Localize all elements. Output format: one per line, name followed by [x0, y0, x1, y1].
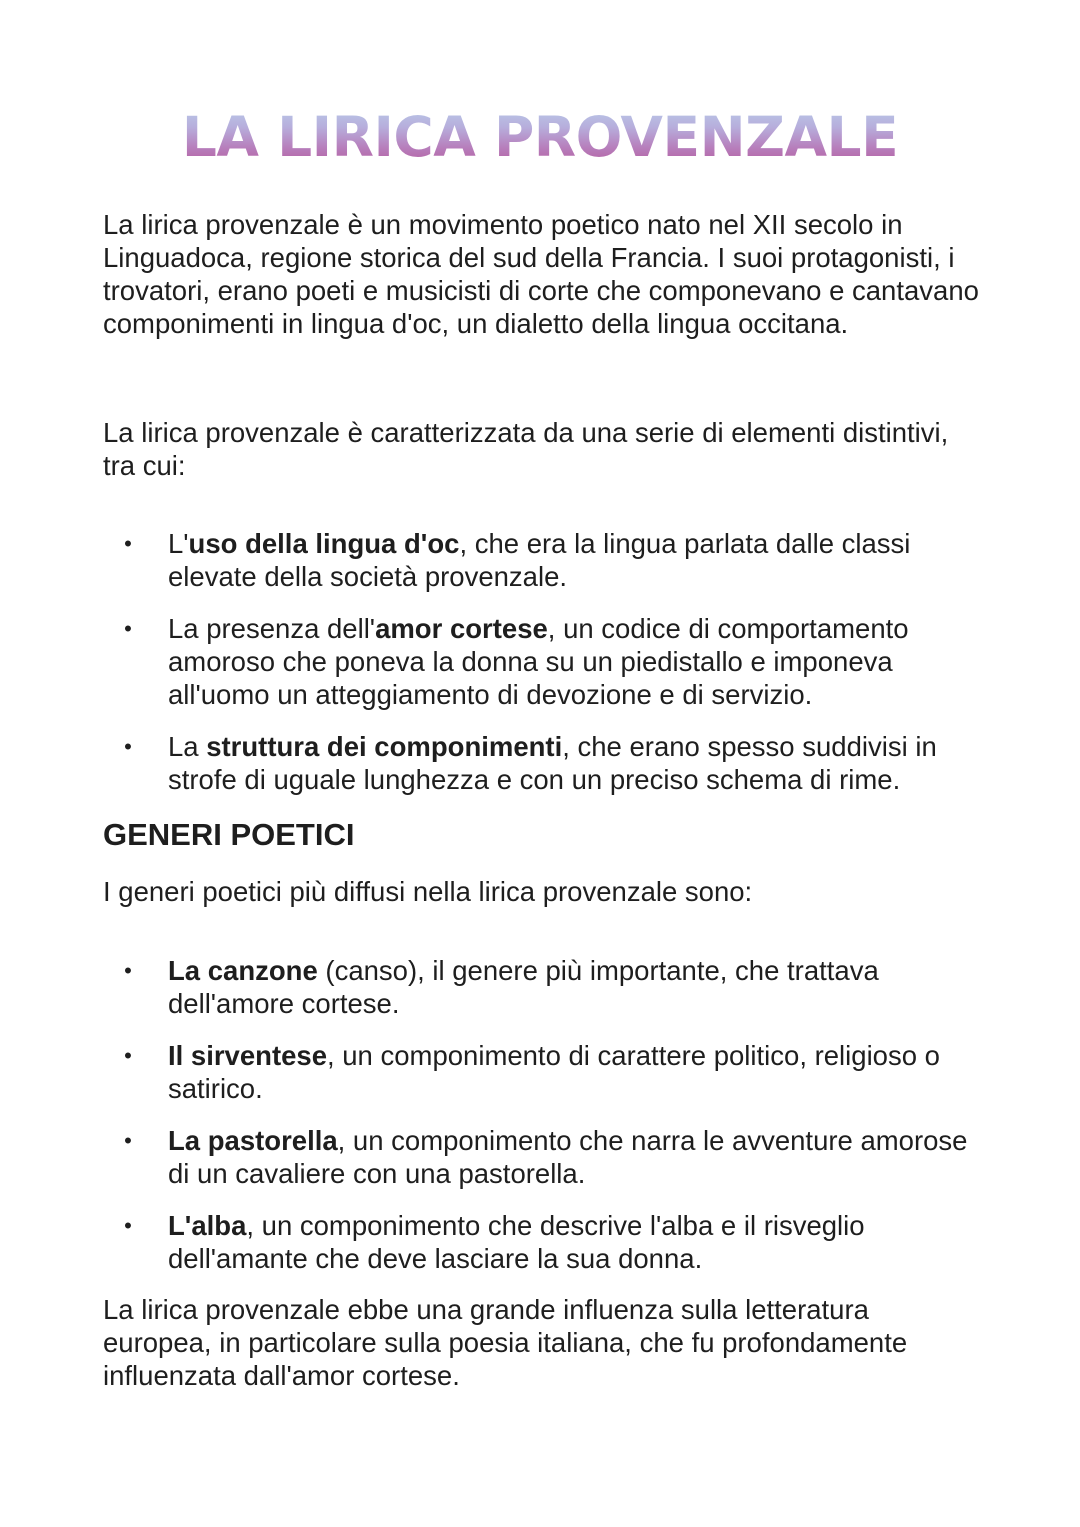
section-heading: GENERI POETICI — [103, 817, 355, 852]
item-text: , un codice di comportamento amoroso che poneva la donna su un piedistallo e imponeva all'uomo un atteggiamento di devozione e di servizio. — [168, 613, 909, 710]
item-text: La — [168, 731, 207, 762]
elements-list — [0, 527, 1080, 796]
page-title: LA LIRICA PROVENZALE — [0, 104, 1080, 170]
item-bold-text: L'alba — [168, 1210, 247, 1241]
item-bold-text: uso della lingua d'oc — [188, 528, 460, 559]
item-bold-text: struttura dei componimenti — [206, 731, 563, 762]
elements-intro: La lirica provenzale è caratterizzata da una serie di elementi distintivi, tra cui: — [103, 417, 949, 481]
item-text: L' — [168, 528, 189, 559]
intro-paragraph: La lirica provenzale è un movimento poetico nato nel XII secolo in Linguadoca, regione storica del sud della Francia. I suoi protagonisti, i trovatori, erano poeti e musicisti di corte che componevano e cantavano componimenti in lingua d'oc, un dialetto della lingua occitana. — [103, 209, 979, 339]
item-bold-text: La canzone — [168, 955, 318, 986]
item-text: La presenza dell' — [168, 613, 376, 644]
list-item — [0, 1209, 988, 1275]
bullet-icon: • — [124, 734, 132, 759]
bullet-icon: • — [124, 531, 132, 556]
item-bold-text: Il sirventese — [168, 1040, 327, 1071]
item-bold-text: La pastorella — [168, 1125, 338, 1156]
list-item — [0, 730, 988, 796]
item-text: , che era la lingua parlata dalle classi elevate della società provenzale. — [168, 528, 911, 592]
bullet-icon: • — [124, 1043, 132, 1068]
list-item — [0, 1039, 988, 1105]
item-text: , che erano spesso suddivisi in strofe di uguale lunghezza e con un preciso schema di rime. — [168, 731, 937, 795]
genres-list — [0, 954, 1080, 1275]
list-item — [0, 527, 988, 593]
item-bold-text: amor cortese — [375, 613, 548, 644]
list-item — [0, 954, 988, 1020]
genres-intro: I generi poetici più diffusi nella lirica provenzale sono: — [103, 876, 753, 907]
item-text: (canso), il genere più importante, che trattava dell'amore cortese. — [168, 955, 879, 1019]
bullet-icon: • — [124, 1213, 132, 1238]
item-text: , un componimento che narra le avventure amorose di un cavaliere con una pastorella. — [168, 1125, 968, 1189]
item-text: , un componimento di carattere politico, religioso o satirico. — [168, 1040, 940, 1104]
bullet-icon: • — [124, 616, 132, 641]
bullet-icon: • — [124, 1128, 132, 1153]
bullet-icon: • — [124, 958, 132, 983]
list-item — [0, 1124, 988, 1190]
conclusion-paragraph: La lirica provenzale ebbe una grande influenza sulla letteratura europea, in particolare sulla poesia italiana, che fu profondamente influenzata dall'amor cortese. — [103, 1294, 908, 1391]
list-item — [0, 612, 988, 711]
item-text: , un componimento che descrive l'alba e il risveglio dell'amante che deve lasciare la sua donna. — [168, 1210, 865, 1274]
